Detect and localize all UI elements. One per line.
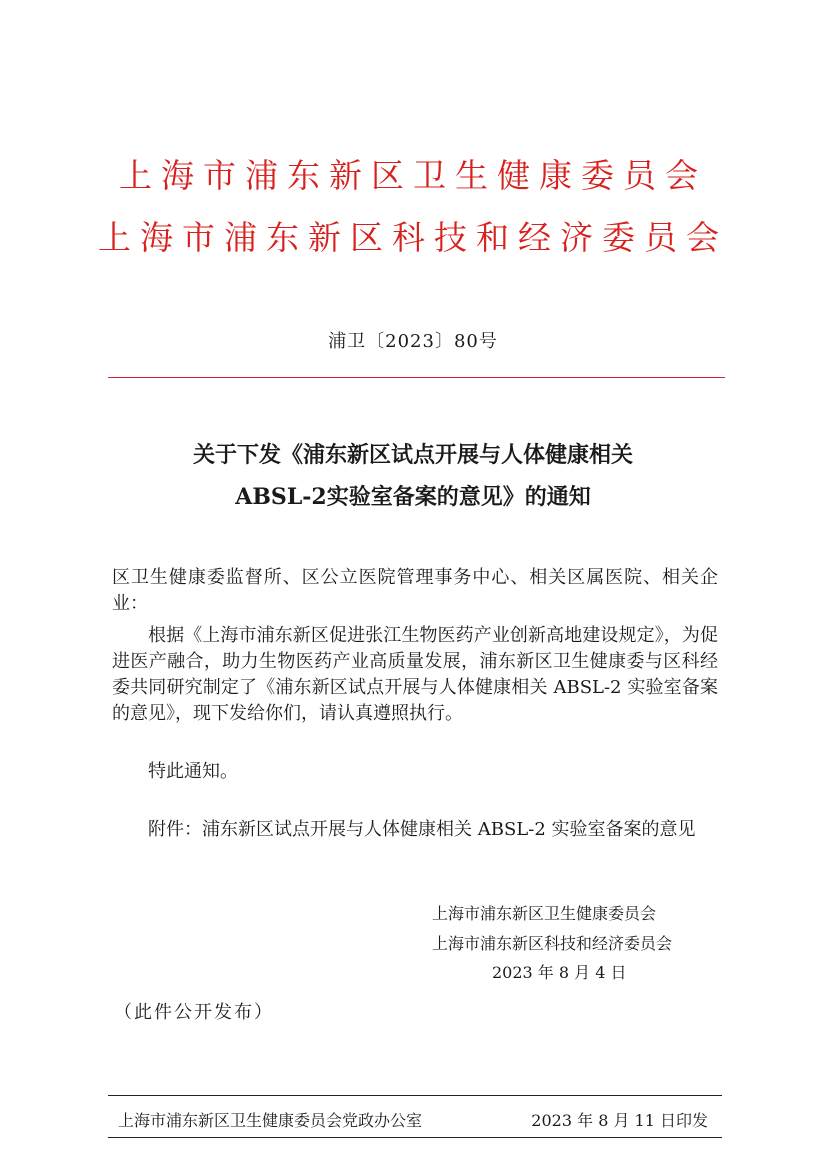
header-divider [108, 377, 725, 378]
document-title-line-2: ABSL-2实验室备案的意见》的通知 [235, 484, 591, 510]
issuing-organization-2: 上海市浦东新区科技和经济委员会 [98, 218, 728, 257]
recipients: 区卫生健康委监督所、区公立医院管理事务中心、相关区属医院、相关企业： [112, 567, 718, 614]
footer-print-date: 2023 年 8 月 11 日印发 [531, 1111, 708, 1130]
footer-divider-top [108, 1095, 722, 1096]
signature-date: 2023 年 8 月 4 日 [492, 963, 627, 982]
closing-line: 特此通知。 [148, 761, 238, 782]
document-number: 浦卫〔2023〕80号 [328, 331, 498, 352]
publication-note: （此件公开发布） [114, 1002, 274, 1023]
signature-organization-2: 上海市浦东新区科技和经济委员会 [432, 934, 673, 953]
attachment-note: 附件：浦东新区试点开展与人体健康相关 ABSL-2 实验室备案的意见 [148, 819, 696, 840]
footer-issuing-office: 上海市浦东新区卫生健康委员会党政办公室 [118, 1111, 423, 1130]
signature-organization-1: 上海市浦东新区卫生健康委员会 [432, 904, 657, 923]
footer-divider-bottom [108, 1137, 722, 1138]
issuing-organization-1: 上海市浦东新区卫生健康委员会 [119, 156, 707, 195]
document-title-line-1: 关于下发《浦东新区试点开展与人体健康相关 [192, 442, 633, 468]
main-paragraph: 根据《上海市浦东新区促进张江生物医药产业创新高地建设规定》，为促进医产融合，助力生物医药产业高质量发展，浦东新区卫生健康委与区科经委共同研究制定了《浦东新区试点开展与人体健康相关 ABSL-2 实验室备案的意见》，现下发给你们，请认真遵照执行。 [112, 625, 718, 724]
